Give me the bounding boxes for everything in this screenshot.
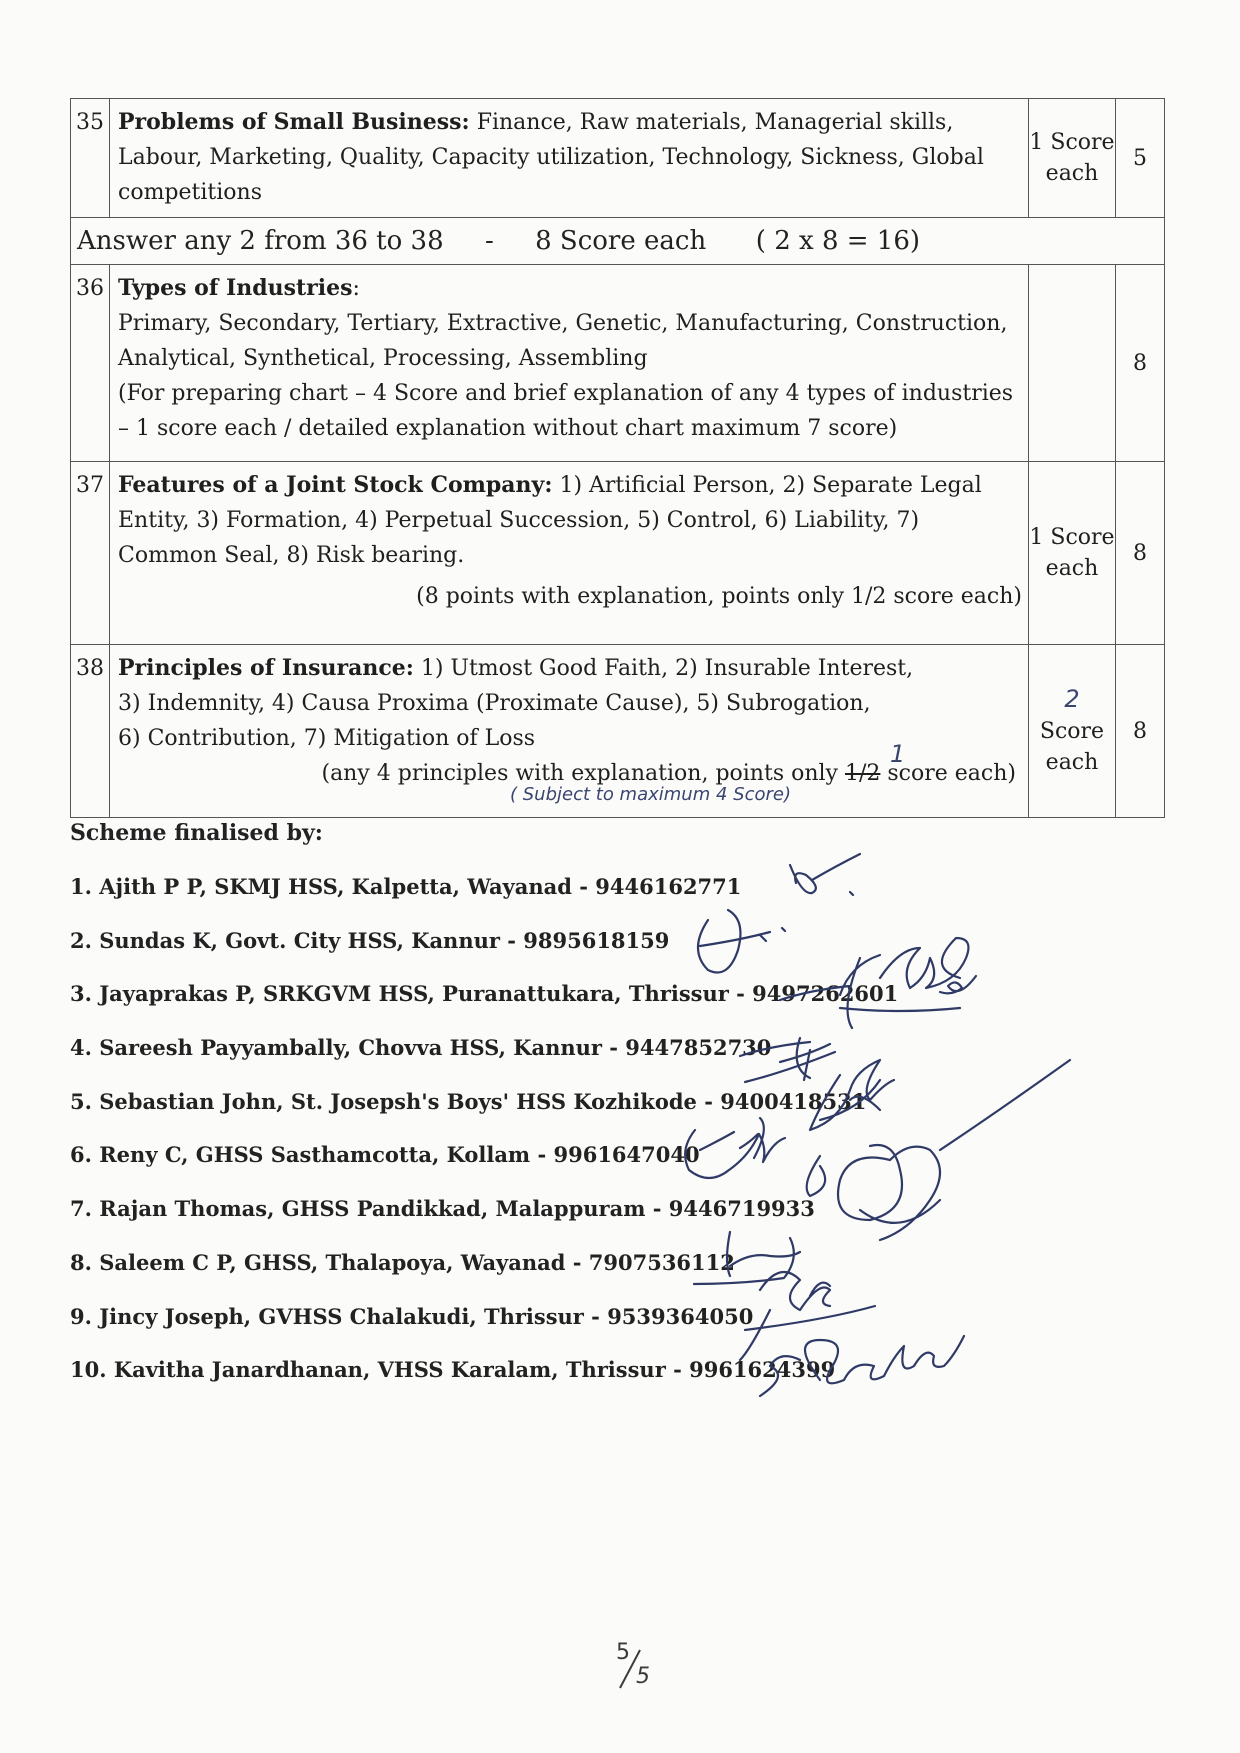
section-dash: - <box>484 226 494 256</box>
question-number: 37 <box>71 462 110 645</box>
section-instruction <box>71 218 1165 265</box>
question-number: 38 <box>71 645 110 818</box>
question-title: Problems of Small Business: <box>118 109 470 135</box>
total-marks: 8 <box>1116 265 1165 462</box>
section-score-each: 8 Score each <box>535 226 707 256</box>
score-rule: 1 Score each <box>1029 99 1116 218</box>
score-rule-empty <box>1029 265 1116 462</box>
section-formula: ( 2 x 8 = 16) <box>755 226 921 256</box>
question-text: Finance, Raw materials, Managerial skills, Labour, Marketing, Quality, Capacity utilization, Technology, Sickness, Global competitions <box>118 110 984 205</box>
question-text-line-2: 3) Indemnity, 4) Causa Proxima (Proximate Cause), 5) Subrogation, <box>118 691 871 716</box>
signatory-list <box>70 870 898 1407</box>
table-row-36 <box>71 265 1165 462</box>
list-item: 1. Ajith P P, SKMJ HSS, Kalpetta, Wayanad - 9446162771 <box>70 874 742 899</box>
list-item: 3. Jayaprakas P, SRKGVM HSS, Puranattukara, Thrissur - 9497262601 <box>70 981 899 1007</box>
table-row-35 <box>71 99 1165 218</box>
handwritten-correction-note: ( Subject to maximum 4 Score) <box>510 784 791 805</box>
score-each: each <box>1045 750 1099 775</box>
question-number: 36 <box>71 265 110 462</box>
handwritten-score-digit: 2 <box>1064 685 1080 713</box>
struck-fraction: 1/2 <box>844 761 881 786</box>
total-marks: 8 <box>1116 645 1165 818</box>
total-marks: 5 <box>1116 99 1165 218</box>
page-number-top: 5 <box>616 1640 630 1665</box>
list-item: 10. Kavitha Janardhanan, VHSS Karalam, Thrissur - 9961624399 <box>70 1357 836 1383</box>
question-content <box>110 462 1029 645</box>
score-rule <box>1029 645 1116 818</box>
note-start: (any 4 principles with explanation, points only <box>321 761 838 786</box>
list-item: 7. Rajan Thomas, GHSS Pandikkad, Malappuram - 9446719933 <box>70 1196 815 1222</box>
scheme-finalised-heading: Scheme finalised by: <box>70 820 323 846</box>
question-title: Principles of Insurance: <box>118 655 414 681</box>
title-colon: : <box>352 276 360 301</box>
score-word: Score <box>1039 719 1105 744</box>
question-content <box>110 265 1029 462</box>
marking-note: (For preparing chart – 4 Score and brief explanation of any 4 types of industries – 1 score each / detailed explanation without chart maximum 7 score) <box>118 381 1014 441</box>
page-number-bottom: 5 <box>636 1664 650 1689</box>
score-rule: 1 Score each <box>1029 462 1116 645</box>
list-item: 9. Jincy Joseph, GVHSS Chalakudi, Thrissur - 9539364050 <box>70 1303 754 1329</box>
question-content <box>110 99 1029 218</box>
list-item: 4. Sareesh Payyambally, Chovva HSS, Kannur - 9447852730 <box>70 1035 772 1061</box>
list-item: 5. Sebastian John, St. Josepsh's Boys' HSS Kozhikode - 9400418531 <box>70 1088 867 1114</box>
list-item: 6. Reny C, GHSS Sasthamcotta, Kollam - 9961647040 <box>70 1142 700 1168</box>
marking-note: (8 points with explanation, points only 1/2 score each) <box>416 584 1022 609</box>
section-header-row <box>71 218 1165 265</box>
list-item: 2. Sundas K, Govt. City HSS, Kannur - 9895618159 <box>70 927 670 953</box>
question-content <box>110 645 1029 818</box>
note-end: score each) <box>887 761 1016 786</box>
section-label: Answer any 2 from 36 to 38 <box>77 226 444 256</box>
table-row-38 <box>71 645 1165 818</box>
handwritten-one: 1 <box>890 740 906 768</box>
question-number: 35 <box>71 99 110 218</box>
table-row-37 <box>71 462 1165 645</box>
question-title: Features of a Joint Stock Company: <box>118 472 553 498</box>
question-text-line-3: 6) Contribution, 7) Mitigation of Loss <box>118 726 536 751</box>
question-text: Primary, Secondary, Tertiary, Extractive, Genetic, Manufacturing, Construction, Analytical, Synthetical, Processing, Assembling <box>118 311 1008 371</box>
question-text-line-1: 1) Utmost Good Faith, 2) Insurable Interest, <box>420 656 914 681</box>
question-text: 1) Artificial Person, 2) Separate Legal Entity, 3) Formation, 4) Perpetual Succession, 5) Control, 6) Liability, 7) Common Seal, 8) Risk bearing. <box>118 473 982 568</box>
list-item: 8. Saleem C P, GHSS, Thalapoya, Wayanad - 7907536112 <box>70 1249 735 1275</box>
scoring-scheme-table <box>70 98 1165 818</box>
total-marks: 8 <box>1116 462 1165 645</box>
question-title: Types of Industries <box>118 275 353 301</box>
signature-3b <box>940 976 976 993</box>
